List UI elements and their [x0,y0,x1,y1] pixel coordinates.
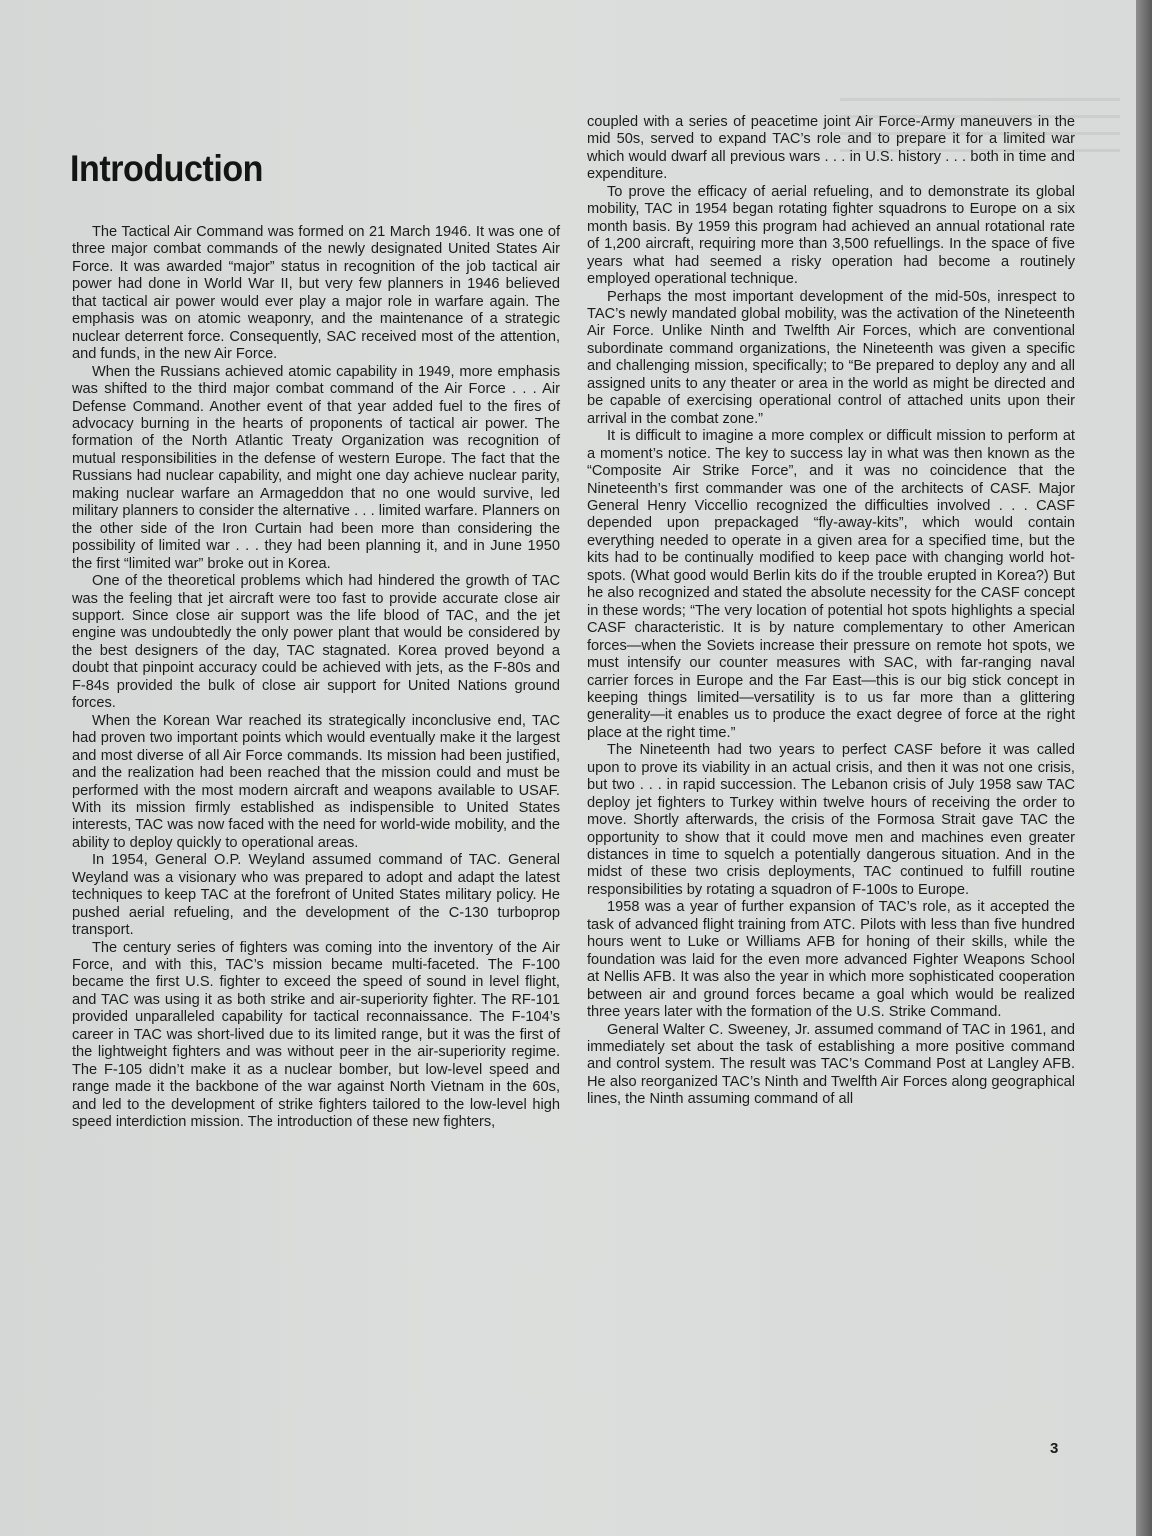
paragraph: It is difficult to imagine a more complex or difficult mission to perform at a moment’s notice. The key to success lay in what was then known as the “Composite Air Strike Force”, and it was no coincidence that the Nineteenth’s first commander was one of the architects of CASF. Major General Henry Viccellio recognized the difficulties involved . . . CASF depended upon prepackaged “fly-away-kits”, which would contain everything needed to operate in a given area for a specified time, but the kits had to be continually modified to keep pace with changing world hot-spots. (What good would Berlin kits do if the trouble erupted in Korea?) But he also recognized and stated the absolute necessity for the CASF concept in these words; “The very location of potential hot spots highlights a special CASF characteristic. It is by nature complementary to other American forces—when the Soviets increase their pressure on remote hot spots, we must intensify our counter measures with SAC, with far-ranging naval carrier forces in Europe and the Far East—this is our big stick concept in keeping things limited—versatility is to us far more than a glittering generality—it enables us to produce the exact degree of force at the right place at the right time.” [587,428,1075,741]
left-text-column [72,224,560,1132]
right-text-column [587,114,1075,1109]
paragraph: To prove the efficacy of aerial refueling, and to demonstrate its global mobility, TAC in 1954 began rotating fighter squadrons to Europe on a six month basis. By 1959 this program had achieved an annual rotational rate of 1,200 aircraft, requiring more than 3,500 refuellings. In the space of five years what had seemed a risky operation had become a routinely employed operational technique. [587,183,1075,288]
page-edge-shadow [1136,0,1152,1536]
paragraph: In 1954, General O.P. Weyland assumed command of TAC. General Weyland was a visionary who was prepared to adopt and adapt the latest techniques to keep TAC at the forefront of United States military policy. He pushed aerial refueling, and the development of the C-130 turboprop transport. [72,852,560,939]
page-number: 3 [1050,1440,1059,1457]
paragraph: When the Russians achieved atomic capability in 1949, more emphasis was shifted to the third major combat command of the Air Force . . . Air Defense Command. Another event of that year added fuel to the fires of advocacy burning in the hearts of proponents of tactical air power. The formation of the North Atlantic Treaty Organization was recognition of mutual responsibilities in the defense of western Europe. The fact that the Russians had nuclear capability, and might one day achieve nuclear parity, making nuclear warfare an Armageddon that no one would survive, led military planners to consider the alternative . . . limited warfare. Planners on the other side of the Iron Curtain had been more than considering the possibility of limited war . . . they had been planning it, and in June 1950 the first “limited war” broke out in Korea. [72,363,560,572]
paragraph: Perhaps the most important development of the mid-50s, inrespect to TAC’s newly mandated global mobility, was the activation of the Nineteenth Air Force. Unlike Ninth and Twelfth Air Forces, which are conventional subordinate command organizations, the Nineteenth was given a specific and challenging mission, specifically; to “Be prepared to deploy any and all assigned units to any theater or area in the world as might be directed and be capable of exercising operational control of attached units upon their arrival in the combat zone.” [587,288,1075,427]
page-title: Introduction [70,148,264,189]
paragraph: When the Korean War reached its strategically inconclusive end, TAC had proven two important points which would eventually make it the largest and most diverse of all Air Force commands. Its mission had been justified, and the realization had been reached that the mission could and must be performed with the most modern aircraft and weapons available to USAF. With its mission firmly established as indispensible to United States interests, TAC was now faced with the need for world-wide mobility, and the ability to deploy quickly to operational areas. [72,712,560,851]
paragraph: The Tactical Air Command was formed on 21 March 1946. It was one of three major combat commands of the newly designated United States Air Force. It was awarded “major” status in recognition of the job tactical air power had done in World War II, but very few planners in 1946 believed that tactical air power would ever play a major role in warfare again. The emphasis was on atomic weaponry, and the maintenance of a strategic nuclear deterrent force. Consequently, SAC received most of the attention, and funds, in the new Air Force. [72,224,560,363]
paragraph: The Nineteenth had two years to perfect CASF before it was called upon to prove its viability in an actual crisis, and then it was not one crisis, but two . . . in rapid succession. The Lebanon crisis of July 1958 saw TAC deploy jet fighters to Turkey within twelve hours of receiving the order to move. Shortly afterwards, the crisis of the Formosa Strait gave TAC the opportunity to show that it could move men and machines even greater distances in time to squelch a potentially dangerous situation. And in the midst of these two crisis deployments, TAC continued to fulfill routine responsibilities by rotating a squadron of F-100s to Europe. [587,742,1075,898]
paragraph: The century series of fighters was coming into the inventory of the Air Force, and with this, TAC’s mission became multi-faceted. The F-100 became the first U.S. fighter to exceed the speed of sound in level flight, and TAC was using it as both strike and air-superiority fighter. The RF-101 provided unparalleled capability for tactical reconnaissance. The F-104’s career in TAC was short-lived due to its limited range, but it was the first of the lightweight fighters and was without peer in the air-superiority regime. The F-105 didn’t make it as a nuclear bomber, but low-level speed and range made it the backbone of the war against North Vietnam in the 60s, and led to the development of strike fighters tailored to the low-level high speed interdiction mission. The introduction of these new fighters, [72,939,560,1131]
paragraph: 1958 was a year of further expansion of TAC’s role, as it accepted the task of advanced flight training from ATC. Pilots with less than five hundred hours went to Luke or Williams AFB for honing of their skills, while the foundation was laid for the even more advanced Fighter Weapons School at Nellis AFB. It was also the year in which more sophisticated cooperation between air and ground forces became a goal which would be realized three years later with the formation of the U.S. Strike Command. [587,899,1075,1021]
paragraph: General Walter C. Sweeney, Jr. assumed command of TAC in 1961, and immediately set about the task of establishing a more positive command and control system. The result was TAC’s Command Post at Langley AFB. He also reorganized TAC’s Ninth and Twelfth Air Forces along geographical lines, the Ninth assuming command of all [587,1021,1075,1108]
paragraph: One of the theoretical problems which had hindered the growth of TAC was the feeling that jet aircraft were too fast to provide accurate close air support. Since close air support was the life blood of TAC, and the jet engine was undoubtedly the only power plant that would be considered by the best designers of the day, TAC stagnated. Korea proved beyond a doubt that pinpoint accuracy could be achieved with jets, as the F-80s and F-84s provided the bulk of close air support for United Nations ground forces. [72,573,560,712]
paragraph-continued: coupled with a series of peacetime joint Air Force-Army maneuvers in the mid 50s, served to expand TAC’s role and to prepare it for a limited war which would dwarf all previous wars . . . in U.S. history . . . both in time and expenditure. [587,114,1075,183]
